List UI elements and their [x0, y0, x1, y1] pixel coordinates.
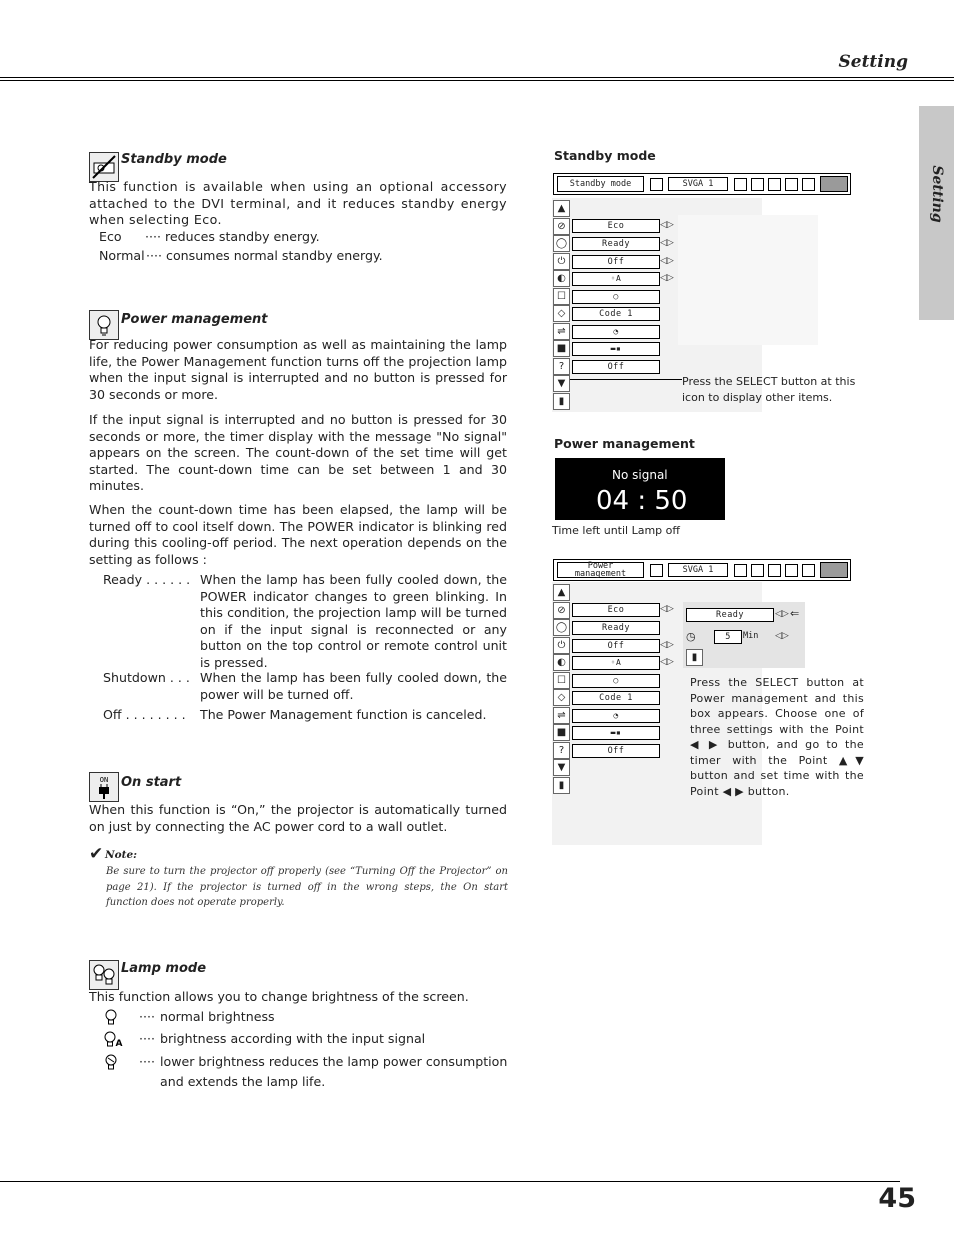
footer-rule — [0, 1181, 900, 1182]
on-start-icon[interactable]: ⏻ — [553, 253, 570, 270]
standby-normal-term: Normal — [99, 248, 145, 263]
adjust-arrows-icon[interactable]: ◁▷ — [775, 631, 789, 641]
input-icon[interactable] — [650, 178, 663, 191]
on-start-icon — [89, 772, 119, 802]
adjust-arrows-icon[interactable]: ◁▷ — [660, 273, 674, 283]
power-menu-bar — [553, 559, 851, 581]
menu1-value-security[interactable]: Code 1 — [572, 307, 660, 321]
exit-icon[interactable]: ▮ — [553, 393, 570, 410]
lamp-normal-icon — [103, 1008, 119, 1030]
remote-code-icon: ○ — [613, 676, 619, 686]
pc-adjust-icon[interactable] — [768, 564, 781, 577]
usb-icon[interactable]: ⇌ — [553, 323, 570, 340]
lamp-mode-icon[interactable]: ◐ — [553, 270, 570, 287]
standby-eco-term: Eco — [99, 229, 122, 244]
remote-control-icon[interactable]: ☐ — [553, 672, 570, 689]
lock-icon[interactable]: ■ — [553, 724, 570, 741]
scroll-down-icon[interactable]: ▼ — [553, 759, 570, 776]
menu1-value-remote[interactable] — [572, 290, 660, 304]
setting-icon-selected[interactable] — [820, 562, 848, 578]
menu2-value-power[interactable]: Ready — [572, 621, 660, 635]
menu-bar-title-line2: management — [574, 568, 627, 579]
caption-leader-line — [570, 379, 682, 380]
standby-menu-label: Standby mode — [554, 148, 656, 163]
menu2-value-onstart[interactable]: Off — [572, 639, 660, 653]
pointer-icon: ◔ — [613, 711, 619, 720]
lamp-auto-icon: ◦A — [610, 658, 622, 667]
lamp-item-dots: ···· — [139, 1031, 156, 1046]
screen-icon[interactable] — [751, 564, 764, 577]
exit-icon[interactable]: ▮ — [553, 777, 570, 794]
back-arrow-icon[interactable]: ⇐ — [790, 607, 800, 620]
power-off-desc: The Power Management function is canceled. — [200, 707, 487, 722]
adjust-arrows-icon[interactable]: ◁▷ — [660, 220, 674, 230]
header-rule — [0, 80, 954, 81]
security-code-icon[interactable]: ◇ — [553, 689, 570, 706]
side-tab — [919, 106, 954, 320]
power-ready-term: Ready . . . . . . — [103, 572, 191, 587]
power-submenu-time[interactable]: 5 — [714, 630, 742, 644]
lamp-auto-icon — [103, 1030, 125, 1052]
exit-icon[interactable]: ▮ — [686, 649, 703, 666]
power-submenu-mode[interactable]: Ready — [686, 608, 774, 622]
page-number: 45 — [878, 1183, 916, 1214]
pin-lock-icon[interactable]: ? — [553, 742, 570, 759]
adjust-arrows-icon[interactable]: ◁▷ — [775, 609, 789, 619]
setting-icon-selected[interactable] — [820, 176, 848, 192]
menu2-caption: Press the SELECT button at Power management and this box appears. Choose one of three settings with the Point ◀ ▶ button, and go to the timer with the Point ▲▼ button and set time with the Point ◀ ▶ button. — [690, 676, 864, 798]
menu2-value-lock[interactable] — [572, 726, 660, 740]
lamp-item-dots: ···· — [139, 1054, 156, 1069]
menu1-value-onstart[interactable]: Off — [572, 255, 660, 269]
menu2-value-pinlock[interactable]: Off — [572, 744, 660, 758]
menu1-value-usb[interactable] — [572, 325, 660, 339]
menu1-value-standby[interactable]: Eco — [572, 219, 660, 233]
menu2-value-usb[interactable] — [572, 709, 660, 723]
standby-mode-title: Standby mode — [121, 152, 227, 167]
on-start-title: On start — [121, 775, 182, 790]
power-management-icon[interactable]: ◯ — [553, 619, 570, 636]
adjust-arrows-icon[interactable]: ◁▷ — [660, 657, 674, 667]
svg-text:A: A — [115, 1039, 123, 1048]
screen-icon[interactable] — [751, 178, 764, 191]
power-management-p1: For reducing power consumption as well as maintaining the lamp life, the Power Management function turns off the projection lamp when the input signal is interrupted and no button is pressed for 30 seconds or more. — [89, 337, 507, 402]
usb-icon[interactable]: ⇌ — [553, 707, 570, 724]
lamp-item-desc: lower brightness reduces the lamp power consumption — [160, 1054, 508, 1069]
power-menu-label: Power management — [554, 436, 695, 451]
lamp-item-desc: normal brightness — [160, 1009, 275, 1024]
countdown-time: 04 : 50 — [596, 486, 688, 516]
menu1-value-power[interactable]: Ready — [572, 237, 660, 251]
sound-icon[interactable] — [785, 178, 798, 191]
scroll-down-icon[interactable]: ▼ — [553, 375, 570, 392]
lamp-item-dots: ···· — [139, 1009, 156, 1024]
pin-lock-icon[interactable]: ? — [553, 358, 570, 375]
adjust-arrows-icon[interactable]: ◁▷ — [660, 604, 674, 614]
no-signal-caption: Time left until Lamp off — [552, 524, 680, 537]
menu1-value-lamp[interactable] — [572, 272, 660, 286]
lamp-mode-icon — [89, 960, 119, 990]
adjust-arrows-icon[interactable]: ◁▷ — [660, 640, 674, 650]
menu-bar-input-value: SVGA 1 — [668, 177, 728, 191]
menu-bar-title-line1: Power — [587, 561, 614, 571]
side-tab-label: Setting — [928, 165, 945, 223]
remote-code-icon: ○ — [613, 292, 619, 302]
menu2-value-standby[interactable]: Eco — [572, 603, 660, 617]
note-body: Be sure to turn the projector off properly (see “Turning Off the Projector” on page 21). If the projector is turned off in the wrong steps, the On start function does not operate properly. — [106, 866, 508, 908]
power-management-p3: When the count-down time has been elapsed, the lamp will be turned off to cool itself down. The POWER indicator is blinking red during this cooling-off period. The next operation depends on the setting as follows : — [89, 502, 507, 567]
power-management-icon — [89, 310, 119, 340]
standby-normal-desc: ···· consumes normal standby energy. — [146, 248, 383, 263]
lamp-mode-icon[interactable]: ◐ — [553, 654, 570, 671]
standby-mode-icon[interactable]: ⊘ — [553, 602, 570, 619]
header-rule — [0, 77, 954, 78]
lamp-item-desc-cont: and extends the lamp life. — [160, 1074, 326, 1089]
menu1-value-lock[interactable] — [572, 342, 660, 356]
power-ready-desc: When the lamp has been fully cooled down, the POWER indicator changes to green blinking. In this condition, the projection lamp will be turned on if the input signal is reconnected or any button on the top control or remote control unit is pressed. — [200, 572, 507, 670]
image-icon[interactable] — [734, 178, 747, 191]
security-code-icon[interactable]: ◇ — [553, 305, 570, 322]
menu1-caption: Press the SELECT button at this icon to display other items. — [682, 375, 856, 404]
input-icon[interactable] — [650, 564, 663, 577]
lamp-eco-icon — [103, 1053, 119, 1075]
power-submenu-unit: Min — [743, 631, 759, 641]
page-header-title: Setting — [838, 52, 908, 72]
menu1-value-pinlock[interactable]: Off — [572, 360, 660, 374]
timer-icon: ◷ — [686, 630, 696, 643]
adjust-arrows-icon[interactable]: ◁▷ — [660, 256, 674, 266]
menu-bar-title — [557, 562, 644, 578]
standby-eco-desc: ···· reduces standby energy. — [145, 229, 320, 244]
pc-adjust-icon[interactable] — [768, 178, 781, 191]
remote-control-icon[interactable]: ☐ — [553, 288, 570, 305]
standby-menu-bar — [553, 173, 851, 195]
language-icon[interactable] — [802, 178, 815, 191]
lock-icon[interactable]: ■ — [553, 340, 570, 357]
power-shutdown-term: Shutdown . . . — [103, 670, 190, 685]
standby-mode-icon[interactable]: ⊘ — [553, 218, 570, 235]
lamp-mode-title: Lamp mode — [121, 961, 207, 976]
lamp-auto-icon: ◦A — [610, 274, 622, 283]
menu2-value-lamp[interactable] — [572, 656, 660, 670]
language-icon[interactable] — [802, 564, 815, 577]
sound-icon[interactable] — [785, 564, 798, 577]
menu-bar-title: Standby mode — [557, 176, 644, 192]
power-management-p2: If the input signal is interrupted and no button is pressed for 30 seconds or more, the timer display with the message "No signal" appears on the screen. The count-down of the set time will get started. The count-down time can be set between 1 and 30 minutes. — [89, 412, 507, 493]
scroll-up-icon[interactable]: ▲ — [553, 200, 570, 217]
menu2-value-security[interactable]: Code 1 — [572, 691, 660, 705]
projector-icon: ▬▪ — [610, 728, 622, 737]
on-start-icon-text: ON — [99, 776, 109, 784]
menu-bar-input-value: SVGA 1 — [668, 563, 728, 577]
no-signal-display — [555, 458, 725, 520]
standby-mode-icon — [89, 152, 119, 182]
on-start-body: When this function is “On,” the projector is automatically turned on just by connecting the AC power cord to a wall outlet. — [89, 802, 507, 834]
no-signal-message: No signal — [612, 468, 668, 482]
menu-panel-background — [678, 215, 818, 345]
scroll-up-icon[interactable]: ▲ — [553, 584, 570, 601]
pointer-icon: ◔ — [613, 327, 619, 336]
adjust-arrows-icon[interactable]: ◁▷ — [660, 238, 674, 248]
projector-icon: ▬▪ — [610, 344, 622, 353]
power-shutdown-desc: When the lamp has been fully cooled down, the power will be turned off. — [200, 670, 507, 702]
standby-mode-body: This function is available when using an optional accessory attached to the DVI terminal, and it reduces standby energy when selecting Eco. — [89, 179, 507, 227]
on-start-icon[interactable]: ⏻ — [553, 637, 570, 654]
note-label: Note: — [105, 849, 138, 861]
menu2-value-remote[interactable] — [572, 674, 660, 688]
power-management-title: Power management — [121, 312, 268, 327]
image-icon[interactable] — [734, 564, 747, 577]
lamp-mode-body: This function allows you to change brightness of the screen. — [89, 989, 469, 1004]
power-off-term: Off . . . . . . . . — [103, 707, 186, 722]
lamp-item-desc: brightness according with the input signal — [160, 1031, 426, 1046]
power-management-icon[interactable]: ◯ — [553, 235, 570, 252]
checkmark-icon: ✔ — [89, 844, 104, 864]
